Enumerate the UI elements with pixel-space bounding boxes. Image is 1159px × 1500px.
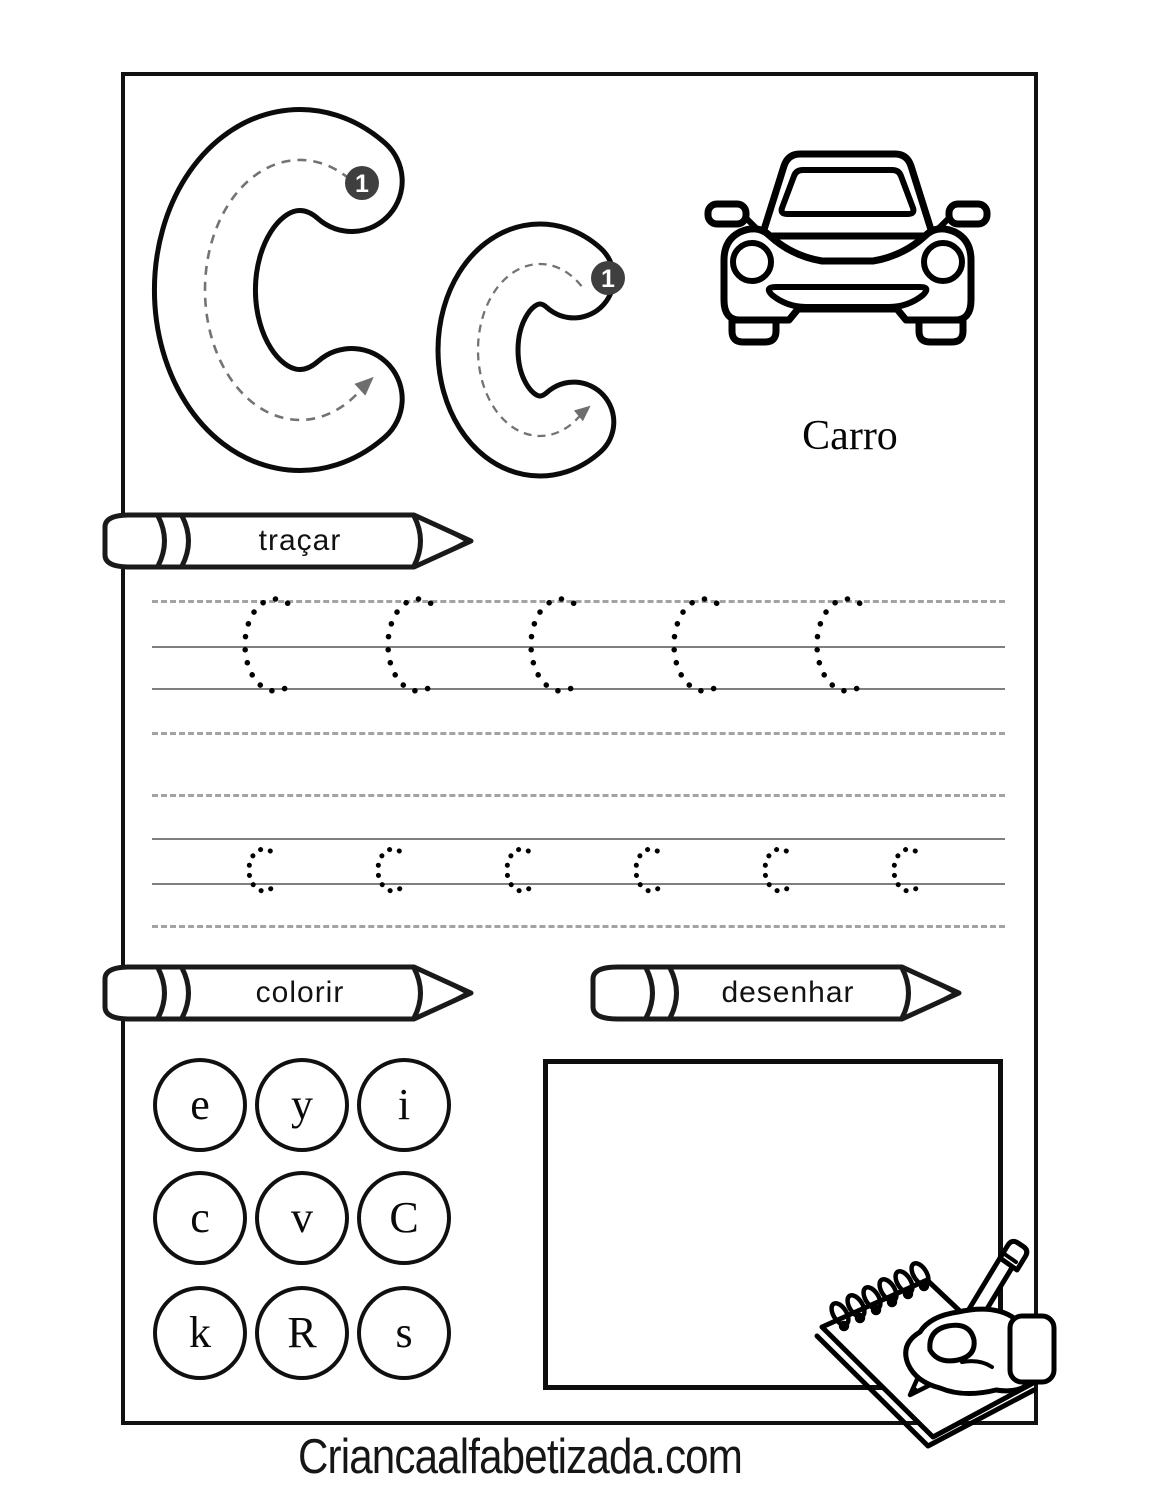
dotted-letter — [507, 849, 532, 891]
dotted-letter — [817, 599, 866, 691]
letter-circle-c: c — [153, 1171, 247, 1265]
finger-curl — [930, 1325, 974, 1361]
stroke-order-number: 1 — [355, 170, 369, 198]
draw-label: desenhar — [721, 976, 855, 1009]
dotted-letter — [388, 599, 437, 691]
sleeve-cuff — [1010, 1316, 1054, 1382]
letter-circle-s: s — [357, 1286, 451, 1380]
uppercase-c-outline — [140, 95, 470, 485]
letter-circle-R: R — [255, 1286, 349, 1380]
dotted-letter — [674, 599, 723, 691]
dotted-letter — [249, 849, 274, 891]
guide-line-solid — [152, 838, 1005, 840]
car-illustration — [700, 148, 995, 353]
car-mirror-left — [708, 204, 746, 224]
car-grille — [769, 287, 927, 307]
guide-line-dashed — [152, 794, 1005, 797]
dotted-letter — [245, 599, 294, 691]
car-wheel-left — [732, 320, 776, 342]
dotted-lowercase-row — [150, 842, 1010, 902]
letter-circle-v: v — [255, 1171, 349, 1265]
letter-circle-e: e — [153, 1058, 247, 1152]
footer-website: Criancaalfabetizada.com — [297, 1430, 743, 1484]
dotted-letter — [531, 599, 580, 691]
letter-circle-k: k — [153, 1286, 247, 1380]
car-headlight-right — [924, 243, 962, 281]
dotted-letter — [636, 849, 661, 891]
letter-circle-C: C — [357, 1171, 451, 1265]
lowercase-c-outline — [425, 215, 665, 495]
color-label: colorir — [255, 976, 345, 1009]
guide-line-dashed — [152, 732, 1005, 735]
hand-writing-illustration — [812, 1232, 1038, 1472]
word-label: Carro — [802, 413, 898, 459]
car-windshield — [782, 170, 914, 214]
dotted-letter — [378, 849, 403, 891]
dotted-letter — [894, 849, 919, 891]
letter-circle-y: y — [255, 1058, 349, 1152]
letter-circle-i: i — [357, 1058, 451, 1152]
car-headlight-left — [733, 243, 771, 281]
car-wheel-right — [919, 320, 963, 342]
dotted-letter — [765, 849, 790, 891]
trace-label: traçar — [258, 524, 342, 557]
guide-line-dashed — [152, 925, 1005, 928]
car-mirror-right — [949, 204, 987, 224]
stroke-order-number: 1 — [601, 265, 615, 293]
dotted-uppercase-row — [150, 590, 1010, 700]
